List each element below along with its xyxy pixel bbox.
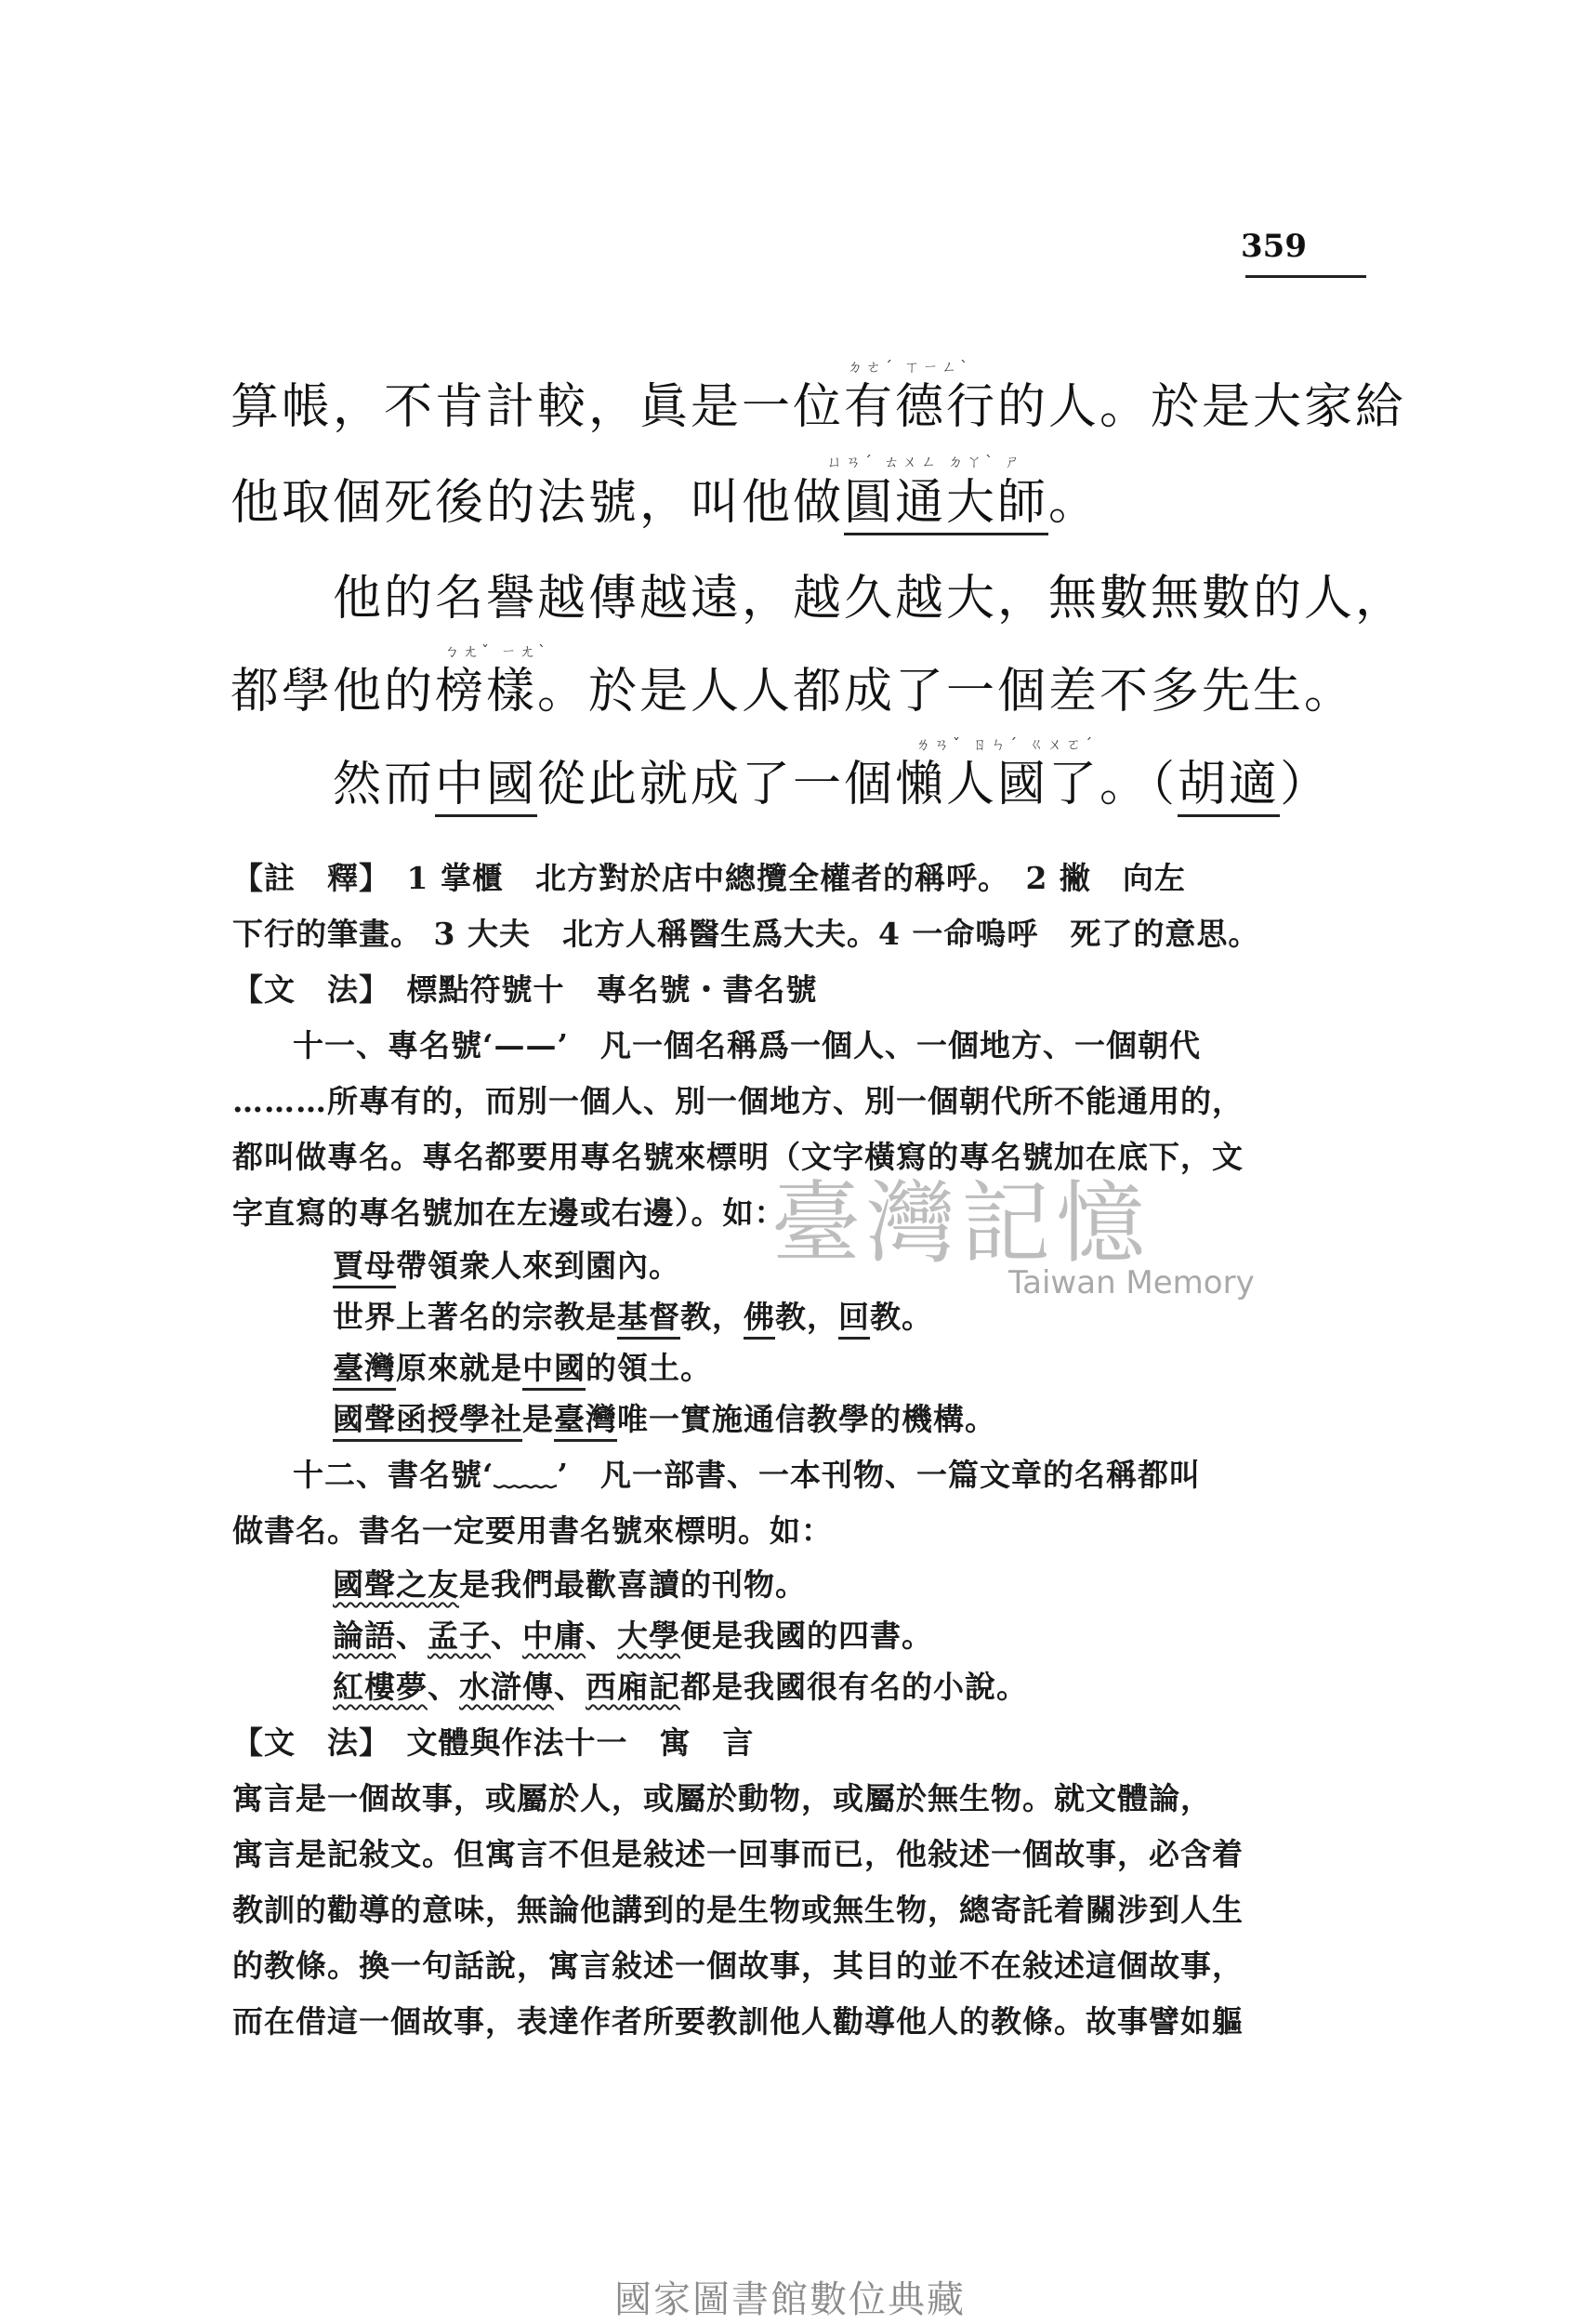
- proper-name-yuantong: 圓通大師: [844, 475, 1048, 535]
- story-line-4: 都學他的榜樣。於是人人都成了一個差不多先生。: [230, 664, 1356, 720]
- page-number: 359: [1241, 228, 1307, 265]
- zhuyin-dexing: ㄉㄜˊ ㄒㄧㄥˋ: [848, 358, 972, 376]
- zhuyin-lanren: ㄌㄢˇ ㄖㄣˊ ㄍㄨㄛˊ: [915, 735, 1097, 753]
- taiwan-memory-watermark: [771, 1153, 1292, 1320]
- proper-name-hushi: 胡適: [1178, 757, 1280, 817]
- grammar1-line-1: 十一、專名號‘——’ 凡一個名稱爲一個人、一個地方、一個朝代: [293, 1027, 1201, 1063]
- grammar2-line-2: 做書名。書名一定要用書名號來標明。如：: [232, 1512, 833, 1549]
- watermark-english: Taiwan Memory: [1008, 1264, 1255, 1301]
- notes-line-2: 下行的筆畫。 3 大夫 北方人稱醫生爲大夫。4 一命嗚呼 死了的意思。: [232, 916, 1260, 952]
- example-proper-1: 賈母帶領衆人來到園內。: [333, 1250, 680, 1281]
- grammar3-line-1: 寓言是一個故事，或屬於人，或屬於動物，或屬於無生物。就文體論，: [232, 1780, 1212, 1816]
- grammar-heading-fable: 【文 法】 文體與作法十一 寓 言: [232, 1724, 755, 1761]
- zhuyin-yuantong: ㄩㄢˊ ㄊㄨㄥ ㄉㄚˋ ㄕ: [827, 453, 1024, 470]
- grammar3-line-4: 的教條。換一句話說，寓言敍述一個故事，其目的並不在敍述這個故事，: [232, 1948, 1244, 1984]
- story-line-3: 他的名譽越傳越遠，越久越大，無數無數的人，: [333, 571, 1407, 627]
- grammar3-line-3: 教訓的勸導的意味，無論他講到的是生物或無生物，總寄託着關涉到人生: [232, 1892, 1244, 1928]
- story-line-5: 然而中國從此就成了一個懶人國了。（胡適）: [333, 760, 1331, 809]
- grammar1-line-4: 字直寫的專名號加在左邊或右邊）。如：: [232, 1195, 786, 1231]
- grammar1-line-3: 都叫做專名。專名都要用專名號來標明（文字橫寫的專名號加在底下，文: [232, 1139, 1244, 1175]
- story-line-2: 他取個死後的法號，叫他做圓通大師。: [230, 479, 1099, 527]
- page-number-rule: [1245, 275, 1366, 278]
- zhuyin-bangyang: ㄅㄤˇ ㄧㄤˋ: [444, 642, 550, 660]
- grammar-heading-punctuation: 【文 法】 標點符號十 專名號・書名號: [232, 971, 818, 1008]
- example-proper-2: 世界上著名的宗教是基督教，佛教，回教。: [333, 1301, 933, 1332]
- watermark-chinese: 臺灣記憶: [771, 1171, 1151, 1275]
- grammar3-line-5: 而在借這一個故事，表達作者所要教訓他人勸導他人的教條。故事譬如軀: [232, 2003, 1244, 2040]
- story-line-1: 算帳，不肯計較，眞是一位有德行的人。於是大家給: [230, 379, 1407, 435]
- grammar1-line-2: ………所專有的，而別一個人、別一個地方、別一個朝代所不能通用的，: [232, 1083, 1244, 1119]
- example-title-3: 紅樓夢、水滸傳、西廂記都是我國很有名的小說。: [333, 1669, 1028, 1705]
- example-title-1: 國聲之友是我們最歡喜讀的刊物。: [333, 1566, 807, 1603]
- example-proper-4: 國聲函授學社是臺灣唯一實施通信教學的機構。: [333, 1404, 996, 1434]
- proper-name-zhongguo: 中國: [435, 757, 537, 817]
- example-title-2: 論語、孟子、中庸、大學便是我國的四書。: [333, 1618, 933, 1654]
- grammar2-line-1: 十二、書名號‘﹏﹏’ 凡一部書、一本刊物、一篇文章的名稱都叫: [293, 1457, 1201, 1493]
- notes-line-1: 【註 釋】 1 掌櫃 北方對於店中總攬全權者的稱呼。 2 撇 向左: [232, 860, 1186, 896]
- example-proper-3: 臺灣原來就是中國的領土。: [333, 1353, 712, 1383]
- grammar3-line-2: 寓言是記敍文。但寓言不但是敍述一回事而已，他敍述一個故事，必含着: [232, 1836, 1244, 1872]
- library-footer: 國家圖書館數位典藏: [614, 2278, 966, 2321]
